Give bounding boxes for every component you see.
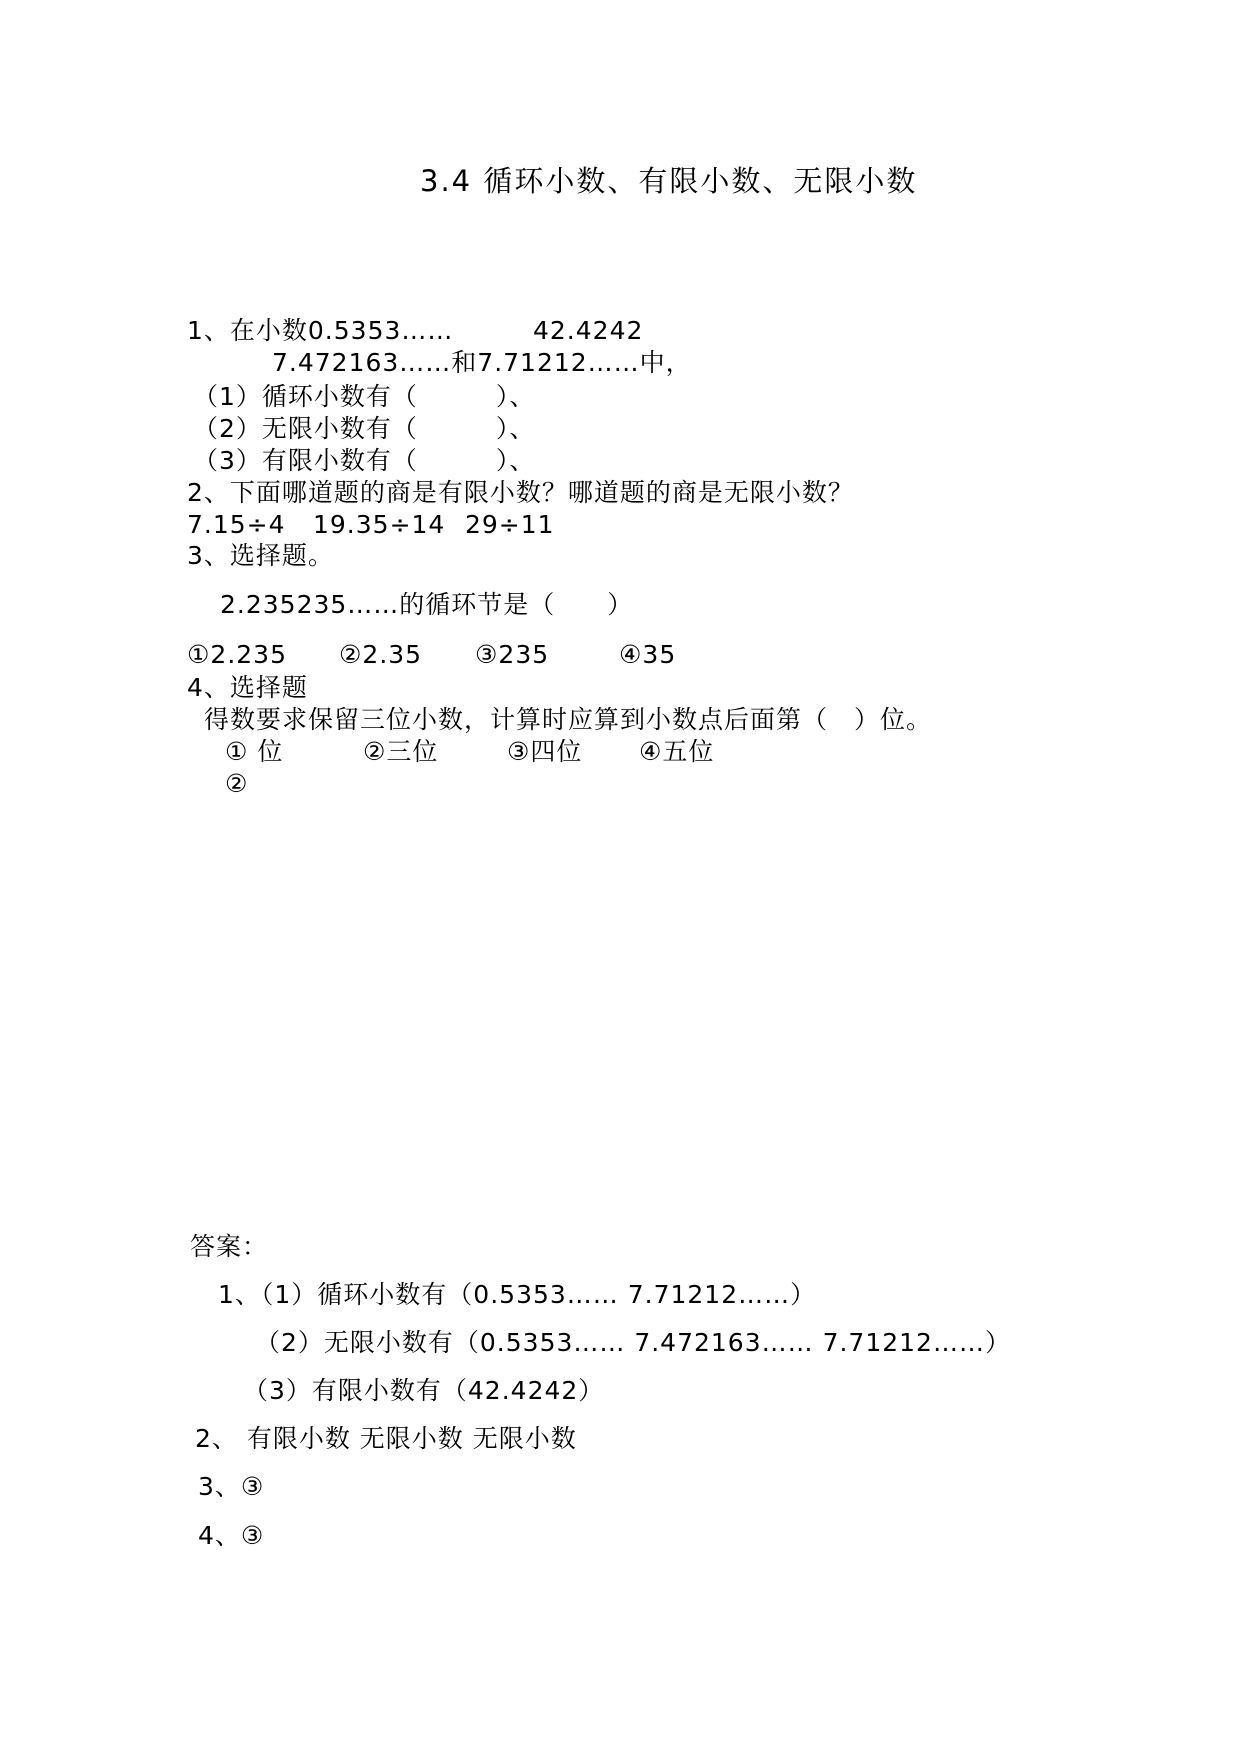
q1-line2: 7.472163……和7.71212……中， — [272, 348, 692, 377]
answer-1-3: （3）有限小数有（42.4242） — [243, 1376, 605, 1405]
q4-option-1: ① 位 — [225, 737, 284, 766]
q1-sub1: （1）循环小数有（ ）、 — [193, 382, 536, 411]
q1-sub2: （2）无限小数有（ ）、 — [193, 414, 536, 443]
answer-1-2: （2）无限小数有（0.5353…… 7.472163…… 7.71212……） — [255, 1328, 1011, 1357]
q4-option-2: ②三位 — [363, 737, 439, 766]
q2-expr-1: 7.15÷4 — [187, 510, 286, 539]
q2-expr-3: 29÷11 — [465, 510, 555, 539]
q2-prompt: 2、下面哪道题的商是有限小数？哪道题的商是无限小数？ — [187, 478, 854, 507]
q3-stem: 2.235235……的循环节是（ ） — [220, 590, 634, 619]
q1-line1-number: 42.4242 — [533, 316, 644, 345]
q2-expr-2: 19.35÷14 — [313, 510, 446, 539]
q3-option-1: ①2.235 — [187, 640, 287, 669]
q4-option-3: ③四位 — [507, 737, 583, 766]
q1-line1-text: 1、在小数0.5353…… — [187, 316, 454, 345]
q1-sub3: （3）有限小数有（ ）、 — [193, 446, 536, 475]
answers-heading: 答案： — [190, 1232, 269, 1261]
answer-2: 2、 有限小数 无限小数 无限小数 — [195, 1424, 577, 1453]
q4-option-4: ④五位 — [639, 737, 715, 766]
q3-option-2: ②2.35 — [339, 640, 423, 669]
q4-prompt: 4、选择题 — [187, 673, 308, 702]
q4-stem: 得数要求保留三位小数，计算时应算到小数点后面第（ ）位。 — [204, 705, 933, 734]
answer-1-1: 1、（1）循环小数有（0.5353…… 7.71212……） — [218, 1280, 817, 1309]
answer-3: 3、③ — [198, 1472, 265, 1501]
q3-prompt: 3、选择题。 — [187, 541, 334, 570]
q4-extra: ② — [225, 769, 249, 798]
q3-option-3: ③235 — [475, 640, 550, 669]
q3-option-4: ④35 — [619, 640, 677, 669]
page-title: 3.4 循环小数、有限小数、无限小数 — [420, 164, 918, 198]
answer-4: 4、③ — [198, 1521, 265, 1550]
